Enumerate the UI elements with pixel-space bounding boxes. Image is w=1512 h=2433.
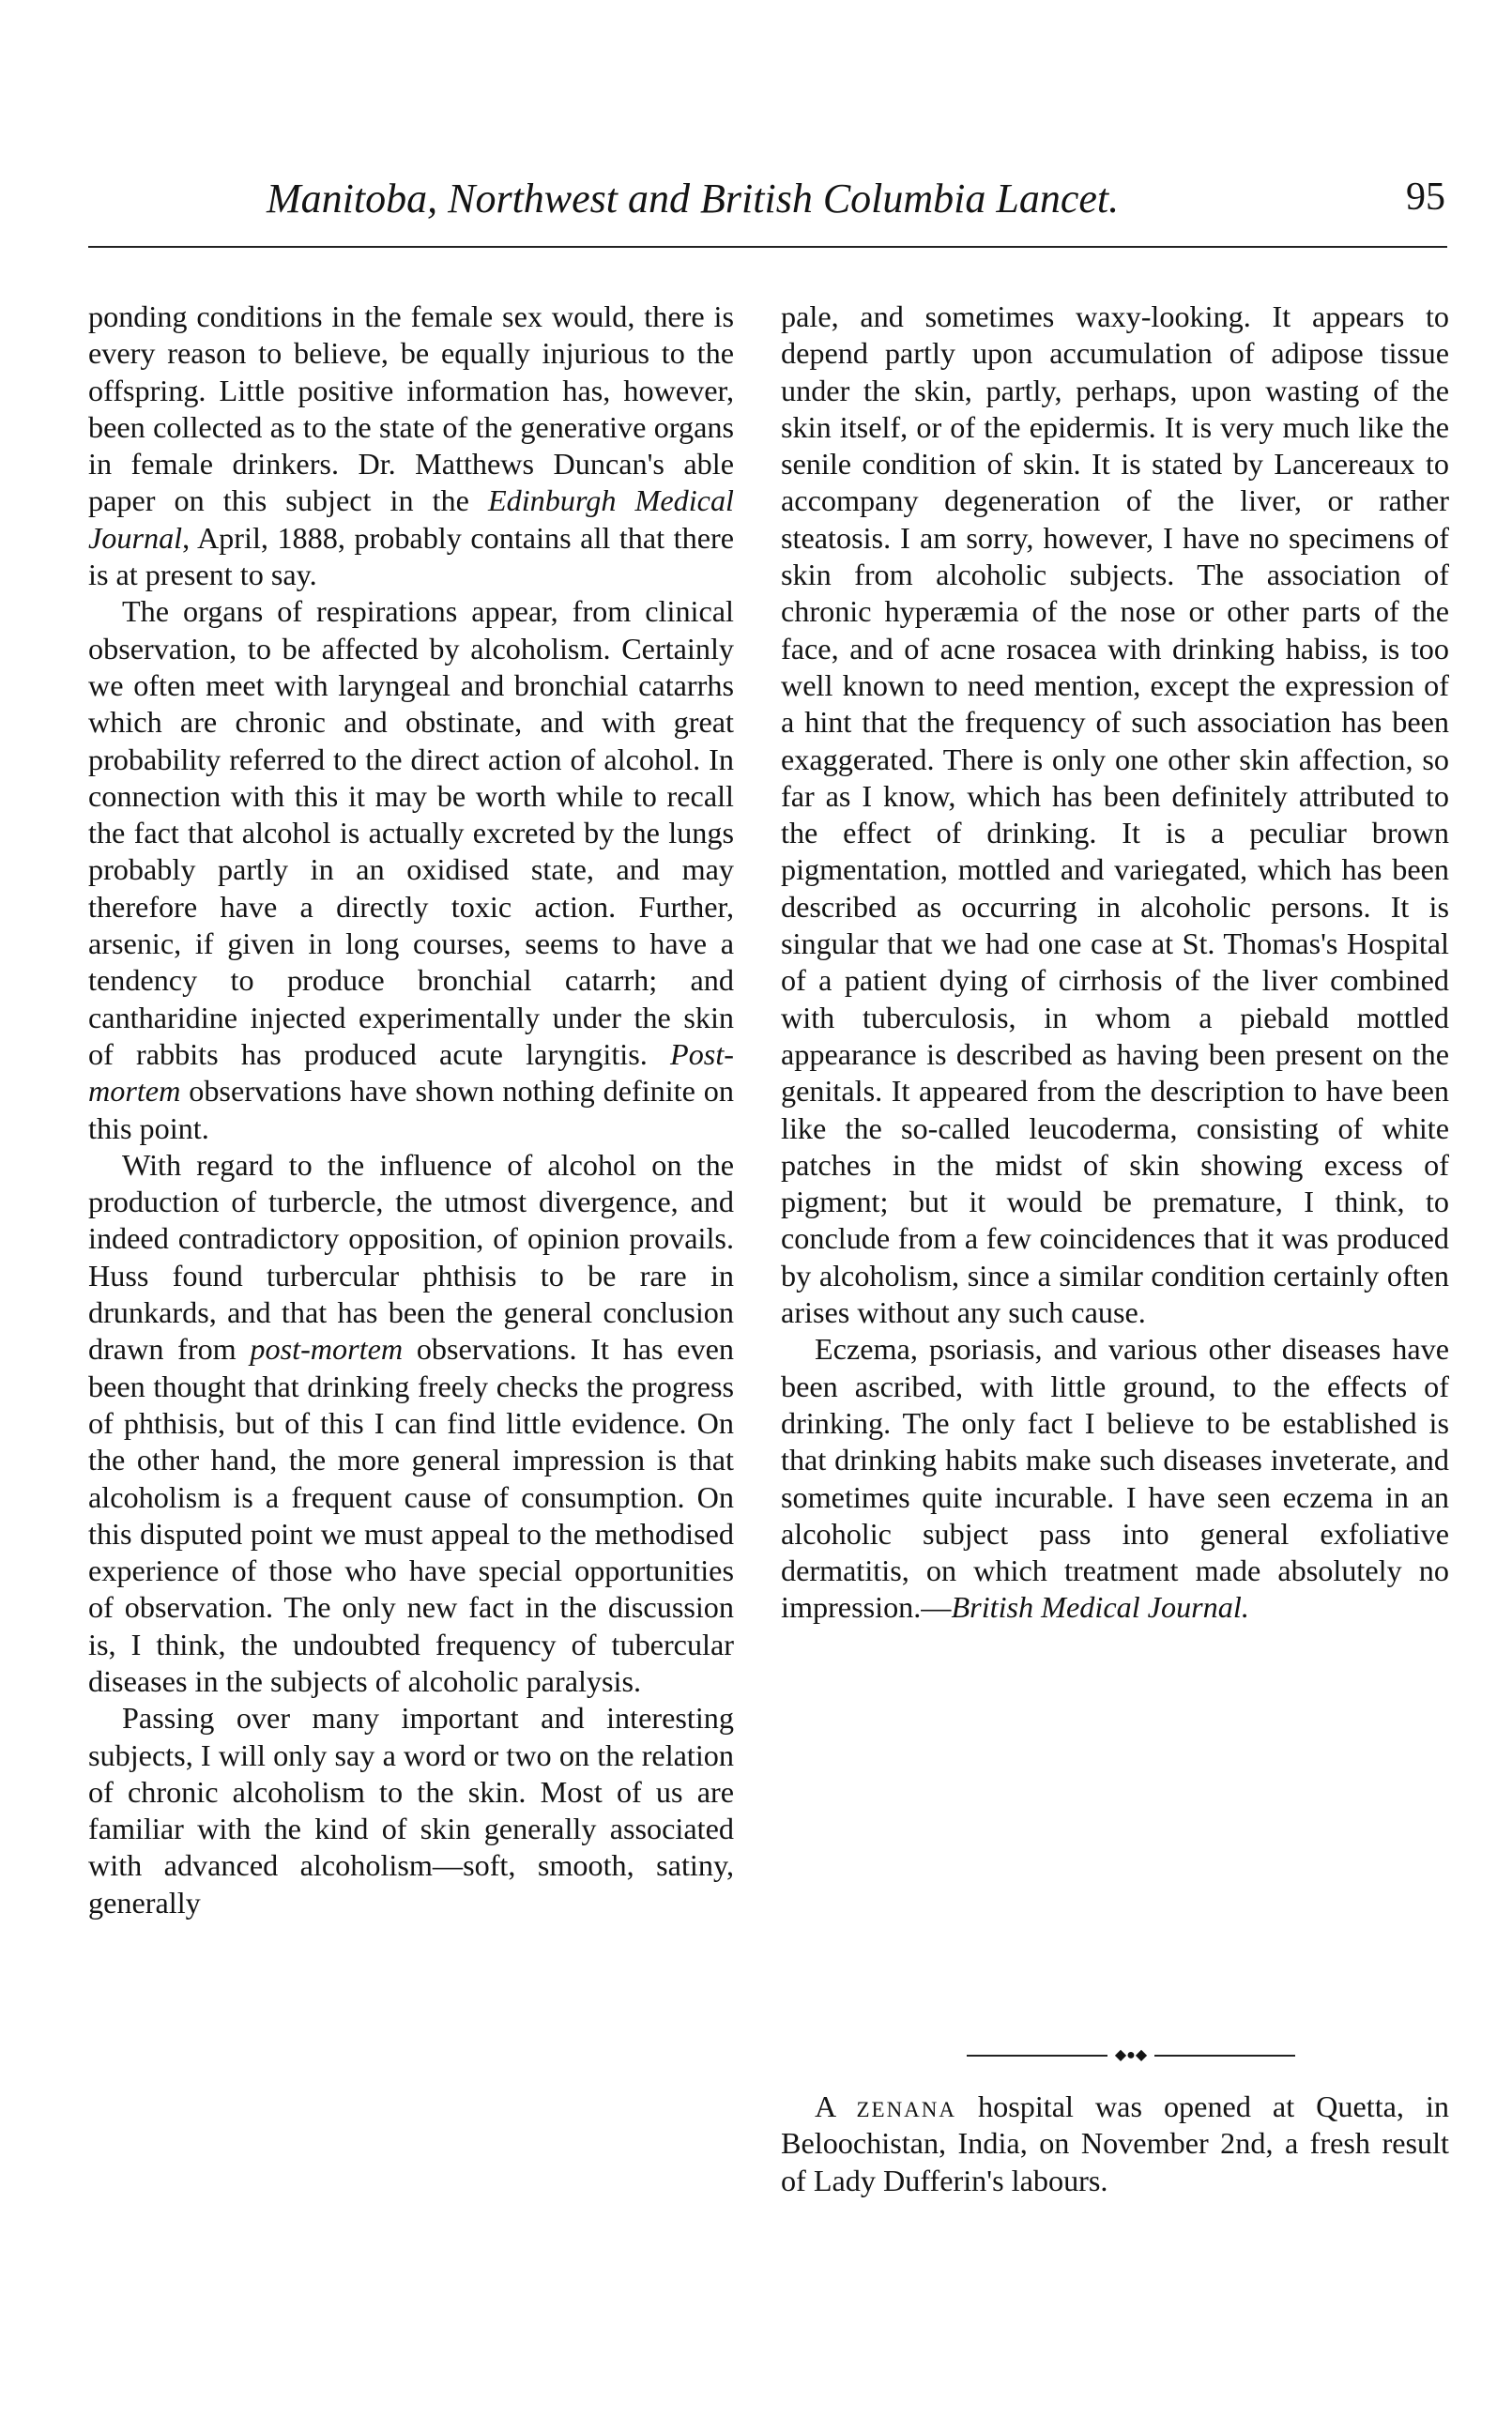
paragraph [781, 1331, 1449, 1626]
page-header [88, 167, 1447, 233]
small-caps-term: zenana [856, 2089, 957, 2123]
paragraph-text: Passing over many important and interesting subjects, I will only say a word or two on the relation of chronic alcoholism to the skin. Most of us are familiar with the kind of skin generally associated with advanced alcoholism—soft, smooth, satiny, generally [88, 1701, 734, 1920]
paragraph-text: observations have shown nothing definite on this point. [88, 1074, 734, 1145]
paragraph-text: observations. It has even been thought that drinking freely checks the progress of phthisis, but of this I can find little evidence. On the other hand, the more general impression is that alcoholism is a frequent cause of consumption. On this disputed point we must appeal to the methodised experience of those who have special opportunities of observation. The only new fact in the discussion is, I think, the undoubted frequency of tubercular diseases in the subjects of alcoholic paralysis. [88, 1332, 734, 1698]
right-column [781, 298, 1449, 1627]
paragraph-text: A [815, 2089, 857, 2123]
italic-term: post-mortem [250, 1332, 404, 1367]
paragraph [88, 298, 734, 593]
paragraph-text: pale, and sometimes waxy-looking. It appears to depend partly upon accumulation of adipose tissue under the skin, partly, perhaps, upon wasting of the skin itself, or of the epidermis. It is very much like the senile condition of skin. It is stated by Lancereaux to accompany degeneration of the liver, or rather steatosis. I am sorry, however, I have no specimens of skin from alcoholic subjects. The association of chronic hyperæmia of the nose or other parts of the face, and of acne rosacea with drinking habiss, is too well known to need mention, except the expression of a hint that the frequency of such association has been exaggerated. There is only one other skin affection, so far as I know, which has been definitely attributed to the effect of drinking. It is a peculiar brown pigmentation, mottled and variegated, which has been described as occurring in alcoholic persons. It is singular that we had one case at St. Thomas's Hospital of a patient dying of cirrhosis of the liver combined with tuberculosis, in whom a piebald mottled appearance is described as having been present on the genitals. It appeared from the description to have been like the so-called leucoderma, consisting of white patches in the midst of skin showing excess of pigment; but it would be premature, I think, to conclude from a few coincidences that it was produced by alcoholism, since a similar condition certainly often arises without any such cause. [781, 299, 1449, 1330]
paragraph-text: hospital was opened at Quetta, in Beloochistan, India, on November 2nd, a fresh result of Lady Dufferin's labours. [781, 2089, 1449, 2197]
page-number: 95 [1406, 176, 1445, 219]
paragraph [781, 298, 1449, 1331]
left-column [88, 298, 734, 1921]
header-rule [88, 246, 1447, 248]
journal-title: Edinburgh Medical Journal [88, 483, 734, 555]
divider-line [1154, 2055, 1295, 2057]
paragraph-text: ponding conditions in the female sex would, there is every reason to believe, be equally injurious to the offspring. Little positive information has, however, been collected as to the state of the generative organs in female drinkers. Dr. Matthews Duncan's able paper on this subject in the [88, 299, 734, 518]
paragraph [781, 2089, 1449, 2199]
paragraph [88, 593, 734, 1146]
paragraph [88, 1147, 734, 1700]
source-citation: British Medical Journal. [951, 1590, 1249, 1625]
news-item [781, 2089, 1449, 2199]
paragraph-text: The organs of respirations appear, from clinical observation, to be affected by alcoholism. Certainly we often meet with laryngeal and bronchial catarrhs which are chronic and obstinate, and with great probability referred to the direct action of alcohol. In connection with this it may be worth while to recall the fact that alcohol is actually excreted by the lungs probably partly in an oxidised state, and may therefore have a directly toxic action. Further, arsenic, if given in long courses, seems to have a tendency to produce bronchial catarrh; and cantharidine injected experimentally under the skin of rabbits has produced acute laryngitis. [88, 594, 734, 1071]
paragraph-text: Eczema, psoriasis, and various other diseases have been ascribed, with little ground, to the effects of drinking. The only fact I believe to be established is that drinking habits make such diseases inveterate, and sometimes quite incurable. I have seen eczema in an alcoholic subject pass into general exfoliative dermatitis, on which treatment made absolutely no impression.— [781, 1332, 1449, 1625]
paragraph [88, 1700, 734, 1921]
divider-line [967, 2055, 1107, 2057]
running-title: Manitoba, Northwest and British Columbia Lancet. [267, 176, 1120, 222]
ornament-icon: ◆●◆ [1114, 2047, 1148, 2063]
paragraph-text: With regard to the influence of alcohol on the production of turbercle, the utmost divergence, and indeed contradictory opposition, of opinion provails. Huss found turbercular phthisis to be rare in drunkards, and that has been the general conclusion drawn from [88, 1147, 734, 1367]
italic-term: Post-mortem [88, 1036, 734, 1109]
section-divider [967, 2046, 1295, 2065]
paragraph-text: , April, 1888, probably contains all that there is at present to say. [88, 520, 734, 592]
